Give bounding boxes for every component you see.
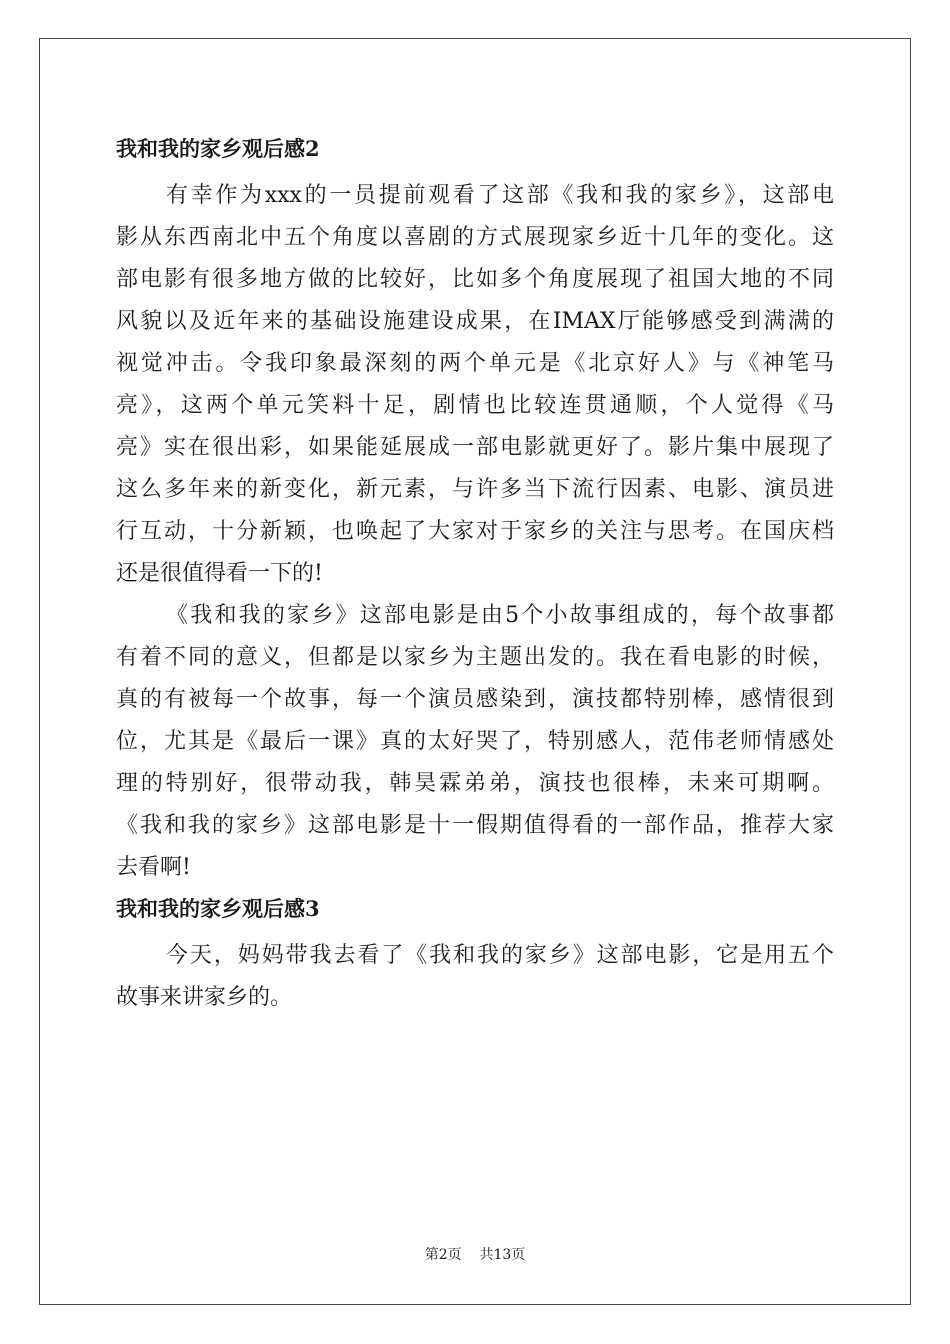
text-line: 位，尤其是《最后一课》真的太好哭了，特别感人，范伟老师情感处 [116,729,834,754]
text-line: 还是很值得看一下的! [116,561,323,586]
text-line: 今天，妈妈带我去看了《我和我的家乡》这部电影，它是用五个 [166,943,834,968]
text-line: 视觉冲击。令我印象最深刻的两个单元是《北京好人》与《神笔马 [116,351,834,376]
section-heading: 我和我的家乡观后感2 [116,136,320,161]
text-line: 去看啊! [116,855,191,880]
text-line: 行互动，十分新颖，也唤起了大家对于家乡的关注与思考。在国庆档 [116,519,834,544]
text-line: 有幸作为xxx的一员提前观看了这部《我和我的家乡》，这部电 [166,183,834,208]
section-heading: 我和我的家乡观后感3 [116,896,320,921]
paragraph [116,175,834,595]
text-line: 亮》，这两个单元笑料十足，剧情也比较连贯通顺，个人觉得《马 [116,393,834,418]
page-number-footer: 第2页 共13页 [424,1247,526,1263]
text-line: 故事来讲家乡的。 [116,985,293,1010]
text-line: 亮》实在很出彩，如果能延展成一部电影就更好了。影片集中展现了 [116,435,834,460]
text-line: 《我和我的家乡》这部电影是由5个小故事组成的，每个故事都 [166,603,834,628]
text-line: 这么多年来的新变化，新元素，与许多当下流行因素、电影、演员进 [116,477,834,502]
paragraph [116,935,834,1019]
text-line: 风貌以及近年来的基础设施建设成果，在IMAX厅能够感受到满满的 [116,309,834,334]
document-body [116,129,834,1019]
text-line: 真的有被每一个故事，每一个演员感染到，演技都特别棒，感情很到 [116,687,834,712]
text-line: 理的特别好，很带动我，韩昊霖弟弟，演技也很棒，未来可期啊。 [116,771,834,796]
text-line: 《我和我的家乡》这部电影是十一假期值得看的一部作品，推荐大家 [116,813,834,838]
text-line: 有着不同的意义，但都是以家乡为主题出发的。我在看电影的时候， [116,645,834,670]
text-line: 部电影有很多地方做的比较好，比如多个角度展现了祖国大地的不同 [116,267,834,292]
text-line: 影从东西南北中五个角度以喜剧的方式展现家乡近十几年的变化。这 [116,225,834,250]
paragraph [116,595,834,889]
